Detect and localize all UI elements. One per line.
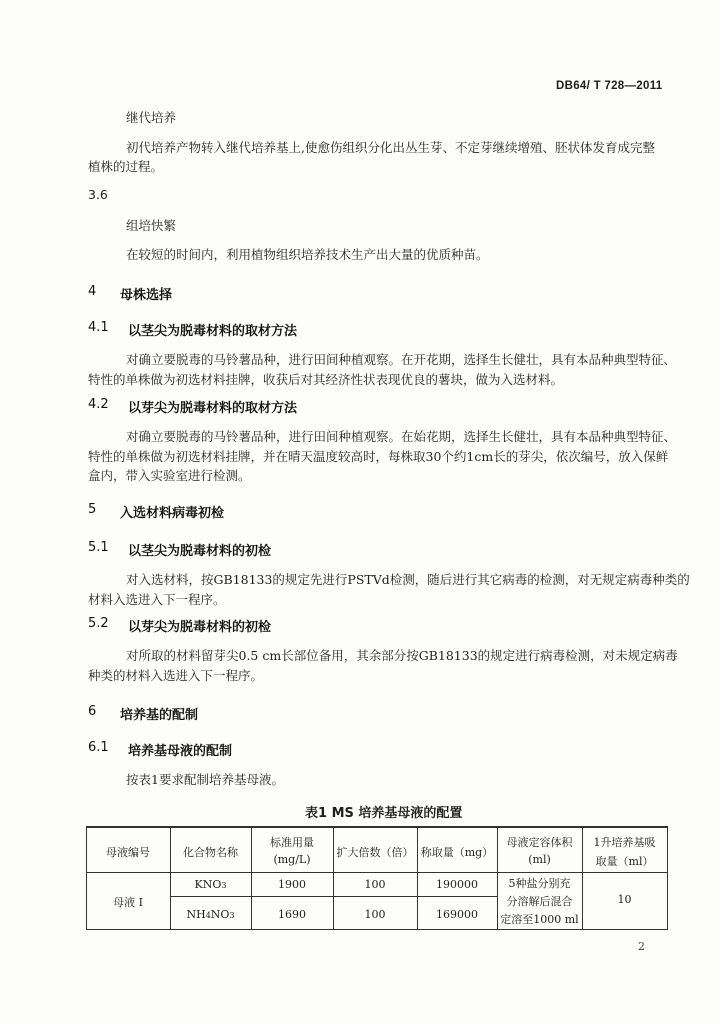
section-6-1-title: 培养基母液的配制 <box>128 744 233 759</box>
section-4-2-title: 以芽尖为脱毒材料的取材方法 <box>128 401 298 416</box>
section-4-1-line1: 对确立要脱毒的马铃薯品种，进行田间种植观察。在开花期，选择生长健壮，具有本品种典型特征、 <box>126 352 677 367</box>
section-3-6-number: 3.6 <box>88 187 108 202</box>
section-5-2-title: 以芽尖为脱毒材料的初检 <box>128 620 272 635</box>
section-5-2-number: 5.2 <box>88 616 109 631</box>
header-standard-dose-unit: (mg/L) <box>273 853 311 866</box>
header-stock-volume-unit: (ml) <box>528 853 551 866</box>
uptake-value: 10 <box>617 893 632 906</box>
section-5-1-line2: 材料入选进入下一程序。 <box>88 592 226 607</box>
term-subculture: 继代培养 <box>126 110 177 125</box>
volume-note-line2: 分溶解后混合 <box>506 895 573 908</box>
factor-nh4no3: 100 <box>364 908 386 921</box>
section-4-2-line3: 盒内，带入实验室进行检测。 <box>88 468 251 483</box>
section-4-1-line2: 特性的单株做为初选材料挂牌，收获后对其经济性状表现优良的薯块，做为入选材料。 <box>88 372 564 387</box>
header-uptake: 1升培养基吸 <box>593 836 656 849</box>
header-stock-number: 母液编号 <box>106 846 150 859</box>
term-rapid-propagation: 组培快繁 <box>126 218 177 233</box>
section-5-2-line1: 对所取的材料留芽尖0.5 cm长部位备用，其余部分按GB18133的规定进行病毒检测，对未规定病毒 <box>126 648 678 663</box>
page-number: 2 <box>638 940 645 953</box>
section-5-1-title: 以茎尖为脱毒材料的初检 <box>128 544 272 559</box>
compound-kno3: KNO3 <box>194 878 227 891</box>
header-stock-volume: 母液定容体积 <box>506 836 573 849</box>
header-standard-dose: 标准用量 <box>270 836 314 849</box>
compound-nh4no3: NH4NO3 <box>186 908 235 921</box>
section-4-2-number: 4.2 <box>88 397 109 412</box>
section-4-number: 4 <box>88 284 97 299</box>
stock-group-label: 母液 I <box>113 896 143 909</box>
factor-kno3: 100 <box>364 878 386 891</box>
volume-note-line3: 定溶至1000 ml <box>500 913 579 926</box>
section-5-title: 入选材料病毒初检 <box>120 506 225 521</box>
section-4-1-title: 以茎尖为脱毒材料的取材方法 <box>128 324 298 339</box>
header-compound-name: 化合物名称 <box>183 846 238 859</box>
table-caption: 表1 MS 培养基母液的配置 <box>305 806 463 821</box>
dose-nh4no3: 1690 <box>278 908 306 921</box>
section-4-title: 母株选择 <box>120 288 173 303</box>
weight-kno3: 190000 <box>436 878 478 891</box>
section-6-number: 6 <box>88 704 97 719</box>
section-6-title: 培养基的配制 <box>120 708 199 723</box>
definition-subculture-line1: 初代培养产物转入继代培养基上,使愈伤组织分化出丛生芽、不定芽继续增殖、胚状体发育成完整 <box>126 140 655 155</box>
section-5-1-line1: 对入选材料，按GB18133的规定先进行PSTVd检测，随后进行其它病毒的检测，对无规定病毒种类的 <box>126 572 690 587</box>
section-4-2-line1: 对确立要脱毒的马铃薯品种，进行田间种植观察。在始花期，选择生长健壮，具有本品种典型特征、 <box>126 429 677 444</box>
header-uptake-unit: 取量（ml） <box>595 855 654 868</box>
section-5-number: 5 <box>88 502 97 517</box>
section-5-2-line2: 种类的材料入选进入下一程序。 <box>88 668 264 683</box>
dose-kno3: 1900 <box>278 878 306 891</box>
weight-nh4no3: 169000 <box>436 908 478 921</box>
definition-subculture-line2: 植株的过程。 <box>88 159 164 174</box>
section-6-1-text: 按表1要求配制培养基母液。 <box>126 772 284 787</box>
section-4-1-number: 4.1 <box>88 320 109 335</box>
definition-rapid-propagation: 在较短的时间内，利用植物组织培养技术生产出大量的优质种苗。 <box>126 247 489 262</box>
document-id: DB64/ T 728—2011 <box>556 80 663 92</box>
header-expansion-factor: 扩大倍数（倍） <box>336 846 414 859</box>
section-5-1-number: 5.1 <box>88 540 109 555</box>
section-6-1-number: 6.1 <box>88 740 109 755</box>
section-4-2-line2: 特性的单株做为初选材料挂牌，并在晴天温度较高时，每株取30个约1cm长的芽尖，依次编号，放入保鲜 <box>88 449 669 464</box>
volume-note-line1: 5种盐分别充 <box>508 877 571 890</box>
header-weight: 称取量（mg） <box>420 846 494 859</box>
